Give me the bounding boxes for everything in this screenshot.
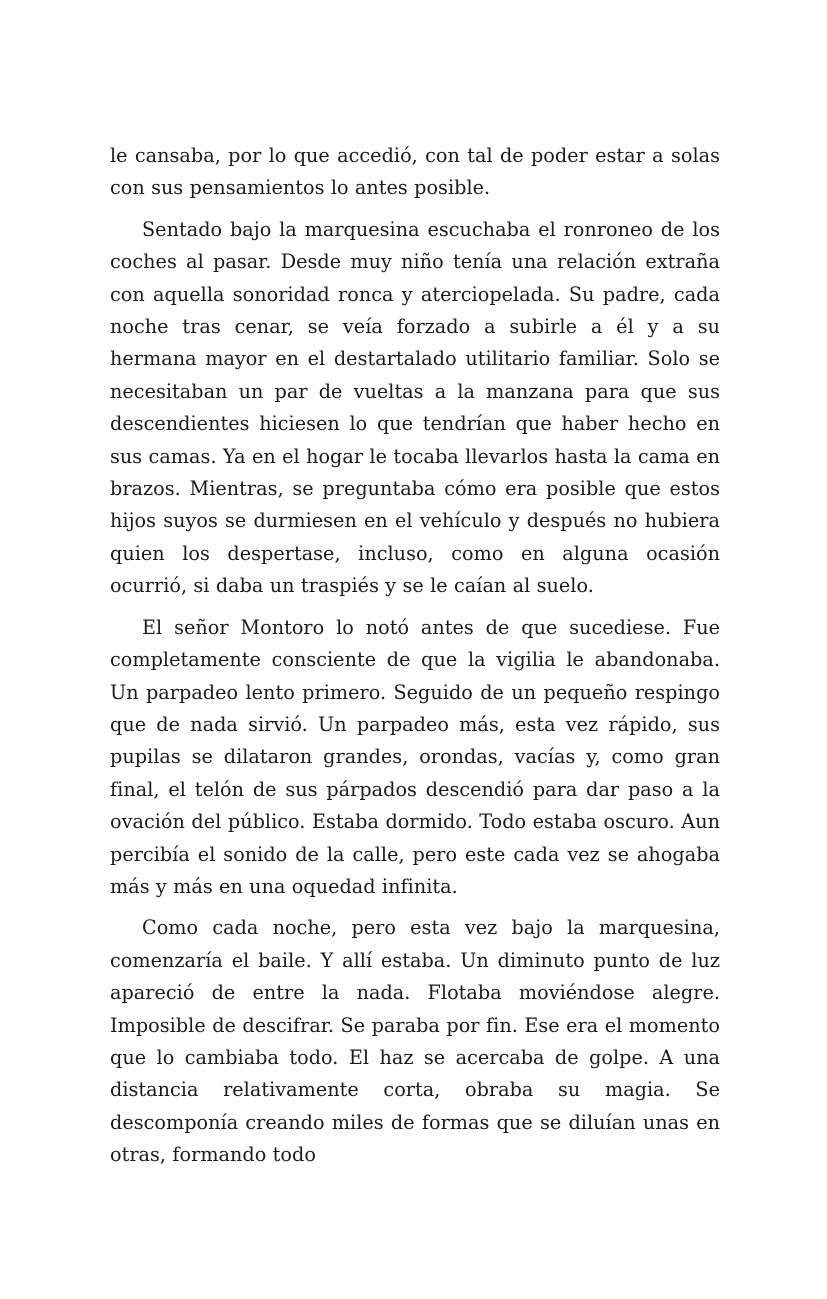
- paragraph-continuation: le cansaba, por lo que accedió, con tal de poder estar a solas con sus pensamientos lo antes posible.: [110, 144, 720, 200]
- page-text-block: [110, 140, 720, 1172]
- paragraph-como-cada-noche: Como cada noche, pero esta vez bajo la marquesina, comenzaría el baile. Y allí estaba. Un diminuto punto de luz apareció de entre la nada. Flotaba moviéndose alegre. Imposible de descifrar. Se paraba por fin. Ese era el momento que lo cambiaba todo. El haz se acercaba de golpe. A una distancia relativamente corta, obraba su magia. Se descomponía creando miles de formas que se diluían unas en otras, formando todo: [110, 916, 720, 1167]
- paragraph-sentado-bajo-la-marquesina: Sentado bajo la marquesina escuchaba el ronroneo de los coches al pasar. Desde muy niño tenía una relación extraña con aquella sonoridad ronca y aterciopelada. Su padre, cada noche tras cenar, se veía forzado a subirle a él y a su hermana mayor en el destartalado utilitario familiar. Solo se necesitaban un par de vueltas a la manzana para que sus descendientes hiciesen lo que tendrían que haber hecho en sus camas. Ya en el hogar le tocaba llevarlos hasta la cama en brazos. Mientras, se preguntaba cómo era posible que estos hijos suyos se durmiesen en el vehículo y después no hubiera quien los despertase, incluso, como en alguna ocasión ocurrió, si daba un traspiés y se le caían al suelo.: [110, 217, 720, 598]
- paragraph-el-senor-montoro: El señor Montoro lo notó antes de que sucediese. Fue completamente consciente de que la vigilia le abandonaba. Un parpadeo lento primero. Seguido de un pequeño respingo que de nada sirvió. Un parpadeo más, esta vez rápido, sus pupilas se dilataron grandes, orondas, vacías y, como gran final, el telón de sus párpados descendió para dar paso a la ovación del público. Estaba dormido. Todo estaba oscuro. Aun percibía el sonido de la calle, pero este cada vez se ahogaba más y más en una oquedad infinita.: [110, 615, 720, 898]
